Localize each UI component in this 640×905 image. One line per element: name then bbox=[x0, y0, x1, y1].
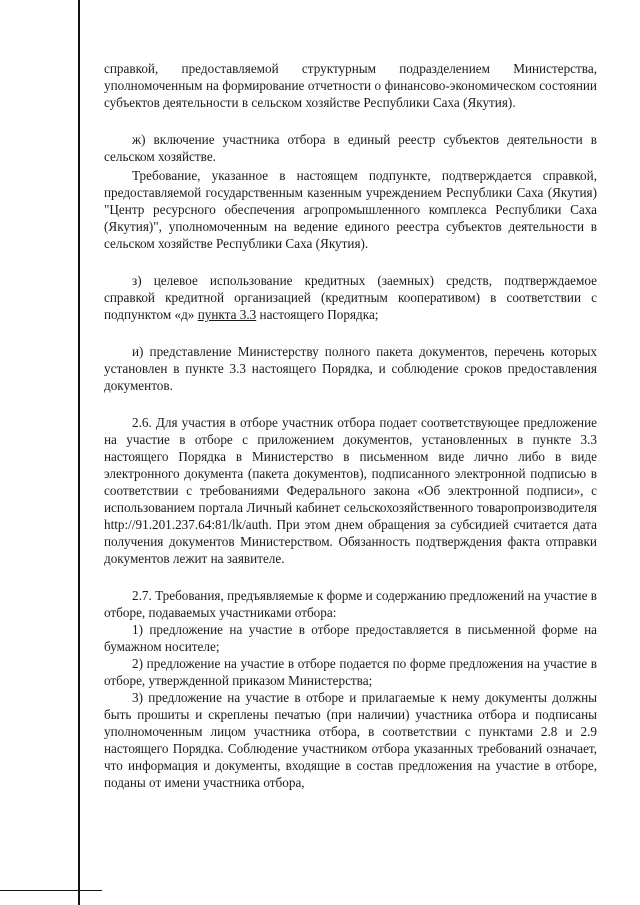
paragraph-2-7: 2.7. Требования, предъявляемые к форме и содержанию предложений на участие в отборе, подаваемых участниками отбора: bbox=[104, 588, 597, 620]
paragraph-item-i: и) представление Министерству полного пакета документов, перечень которых установлен в пункте 3.3 настоящего Порядка, и соблюдение сроков предоставления документов. bbox=[104, 344, 597, 393]
paragraph-item-zh: ж) включение участника отбора в единый реестр субъектов деятельности в сельском хозяйстве. bbox=[104, 132, 597, 164]
document-body bbox=[104, 60, 597, 791]
paragraph-reporting-certificate: справкой, предоставляемой структурным подразделением Министерства, уполномоченным на формирование отчетности о финансово-экономическом состоянии субъектов деятельности в сельском хозяйстве Республики Саха (Якутия). bbox=[104, 61, 597, 110]
list-item-1: 1) предложение на участие в отборе предоставляется в письменной форме на бумажном носителе; bbox=[104, 622, 597, 654]
paragraph-2-6: 2.6. Для участия в отборе участник отбора подает соответствующее предложение на участие в отборе с приложением документов, установленных в пункте 3.3 настоящего Порядка в Министерство в письменном виде лично либо в виде электронного документа (пакета документов), подписанного электронной подписью в соответствии с требованиями Федерального закона «Об электронной подписи», с использованием портала Личный кабинет сельскохозяйственного товаропроизводителя http://91.201.237.64:81/lk/auth. При этом днем обращения за субсидией считается дата получения документов Министерством. Обязанность подтверждения факта отправки документов лежит на заявителе. bbox=[104, 415, 597, 566]
item-z-text: з) целевое использование кредитных (заемных) средств, подтверждаемое справкой кредитной организацией (кредитным кооперативом) в соответствии с подпунктом «д» bbox=[104, 273, 597, 322]
list-item-2: 2) предложение на участие в отборе подается по форме предложения на участие в отборе, утвержденной приказом Министерства; bbox=[104, 656, 597, 688]
link-point-3-3[interactable]: пункта 3.3 bbox=[197, 307, 257, 322]
left-margin-line bbox=[78, 0, 80, 905]
item-z-tail: настоящего Порядка; bbox=[256, 307, 379, 322]
paragraph-registry-requirement: Требование, указанное в настоящем подпункте, подтверждается справкой, предоставляемой государственным казенным учреждением Республики Саха (Якутия) "Центр ресурсного обеспечения агропромышленного комплекса Республики Саха (Якутия)", уполномоченным на ведение единого реестра субъектов деятельности в сельском хозяйстве Республики Саха (Якутия). bbox=[104, 168, 597, 251]
bottom-rule bbox=[0, 890, 102, 891]
paragraph-item-z bbox=[104, 272, 597, 323]
list-item-3: 3) предложение на участие в отборе и прилагаемые к нему документы должны быть прошиты и скреплены печатью (при наличии) участника отбора и подписаны уполномоченным лицом участника отбора, в соответствии с пунктами 2.8 и 2.9 настоящего Порядка. Соблюдение участником отбора указанных требований означает, что информация и документы, входящие в состав предложения на участие в отборе, поданы от имени участника отбора, bbox=[104, 690, 597, 790]
